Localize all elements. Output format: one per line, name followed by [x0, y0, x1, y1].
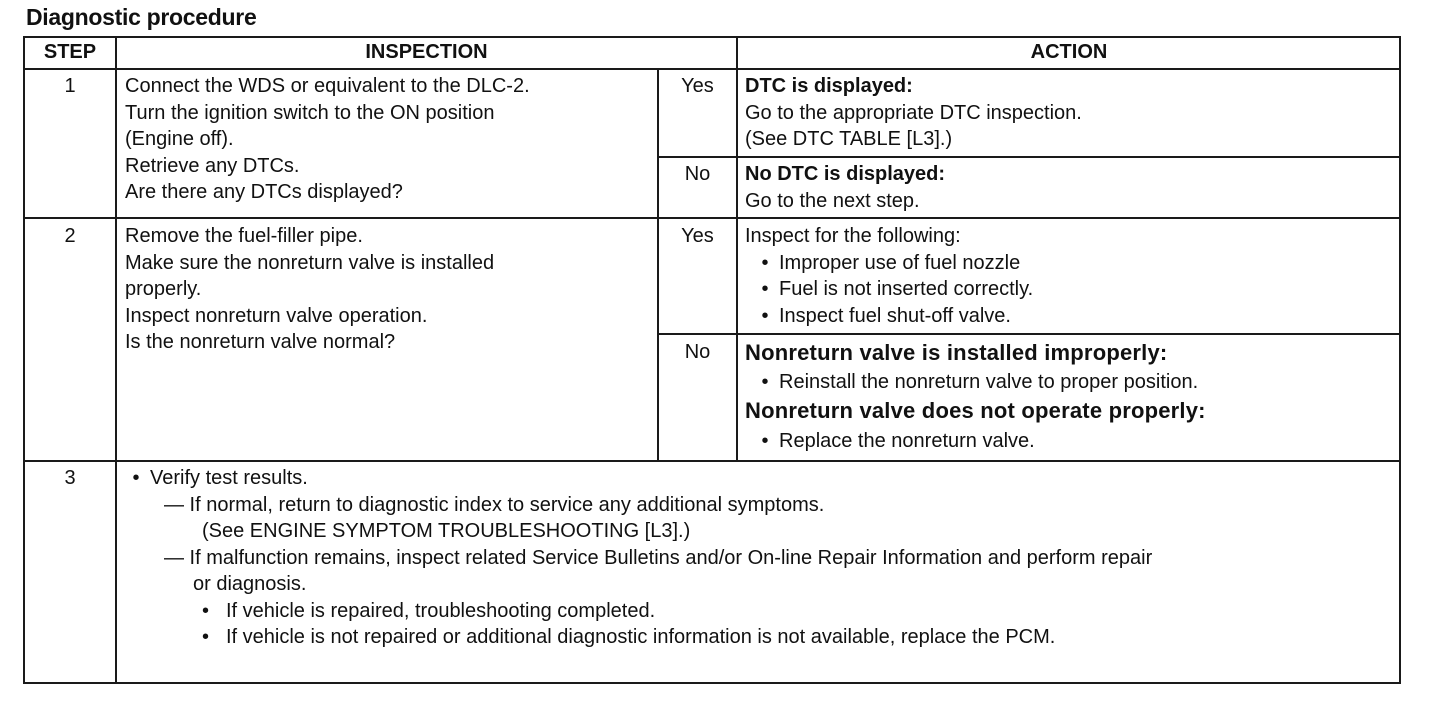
no-label: No — [684, 163, 711, 185]
action-heading: No DTC is displayed: — [745, 163, 946, 185]
action-heading: Nonreturn valve does not operate properly: — [745, 398, 1206, 423]
step-number: 2 — [64, 225, 76, 247]
bullet-item: • Inspect fuel shut-off valve. — [745, 303, 1033, 330]
action-cell-no — [745, 161, 945, 214]
inspection-cell — [125, 223, 494, 356]
action-line: (See DTC TABLE [L3].) — [745, 128, 953, 150]
step-number: 1 — [64, 75, 76, 97]
bullet-item: • Verify test results. — [116, 465, 1152, 492]
malfunction-line: — If malfunction remains, inspect related Service Bulletins and/or On-line Repair Information and perform repair — [164, 546, 1153, 569]
inspection-line: (Engine off). — [125, 128, 234, 150]
header-inspection: INSPECTION — [365, 41, 488, 63]
divider — [24, 68, 1400, 70]
yes-label: Yes — [681, 75, 714, 97]
inspection-line: Make sure the nonreturn valve is installed — [125, 251, 495, 274]
action-cell-yes — [745, 73, 1082, 153]
bullet-item: • Improper use of fuel nozzle — [745, 250, 1033, 277]
bullet-item: • Reinstall the nonreturn valve to proper position. — [745, 368, 1206, 396]
inspection-line: properly. — [125, 278, 202, 300]
header-step: STEP — [43, 41, 97, 63]
action-line: Go to the next step. — [745, 189, 920, 212]
divider — [658, 156, 1400, 158]
action-line: Go to the appropriate DTC inspection. — [745, 101, 1082, 124]
divider — [658, 333, 1400, 335]
divider — [657, 69, 659, 462]
inspection-line: Inspect nonreturn valve operation. — [125, 304, 428, 327]
inspection-line: Retrieve any DTCs. — [125, 154, 300, 177]
inspection-line: Turn the ignition switch to the ON position — [125, 101, 495, 124]
header-action: ACTION — [1030, 41, 1108, 63]
step3-content — [124, 465, 1152, 651]
action-heading: DTC is displayed: — [745, 75, 913, 97]
page-title: Diagnostic procedure — [26, 4, 257, 30]
sub-bullet-item: • If vehicle is repaired, troubleshooting completed. — [124, 598, 1152, 625]
divider — [24, 460, 1400, 462]
action-cell-yes — [745, 223, 1033, 329]
bullet-item: • Replace the nonreturn valve. — [745, 426, 1206, 456]
action-cell-no — [745, 338, 1206, 456]
yes-label: Yes — [681, 225, 714, 247]
inspection-cell — [125, 73, 530, 206]
inspection-line: Connect the WDS or equivalent to the DLC-2. — [125, 75, 530, 97]
divider — [736, 37, 738, 462]
inspection-line: Are there any DTCs displayed? — [125, 181, 403, 203]
action-heading: Nonreturn valve is installed improperly: — [745, 340, 1168, 365]
bullet-item: • Fuel is not inserted correctly. — [745, 276, 1033, 303]
inspection-line: Remove the fuel-filler pipe. — [125, 225, 363, 247]
divider — [24, 217, 1400, 219]
inspection-line: Is the nonreturn valve normal? — [125, 331, 396, 353]
normal-line: — If normal, return to diagnostic index to service any additional symptoms. — [164, 493, 825, 516]
malfunction-cont-line: or diagnosis. — [193, 573, 307, 595]
sub-bullet-item: • If vehicle is not repaired or additional diagnostic information is not available, replace the PCM. — [124, 624, 1152, 651]
divider — [115, 37, 117, 683]
normal-see-line: (See ENGINE SYMPTOM TROUBLESHOOTING [L3].) — [202, 520, 691, 542]
action-intro: Inspect for the following: — [745, 225, 961, 247]
no-label: No — [684, 341, 711, 363]
step-number: 3 — [64, 467, 76, 489]
